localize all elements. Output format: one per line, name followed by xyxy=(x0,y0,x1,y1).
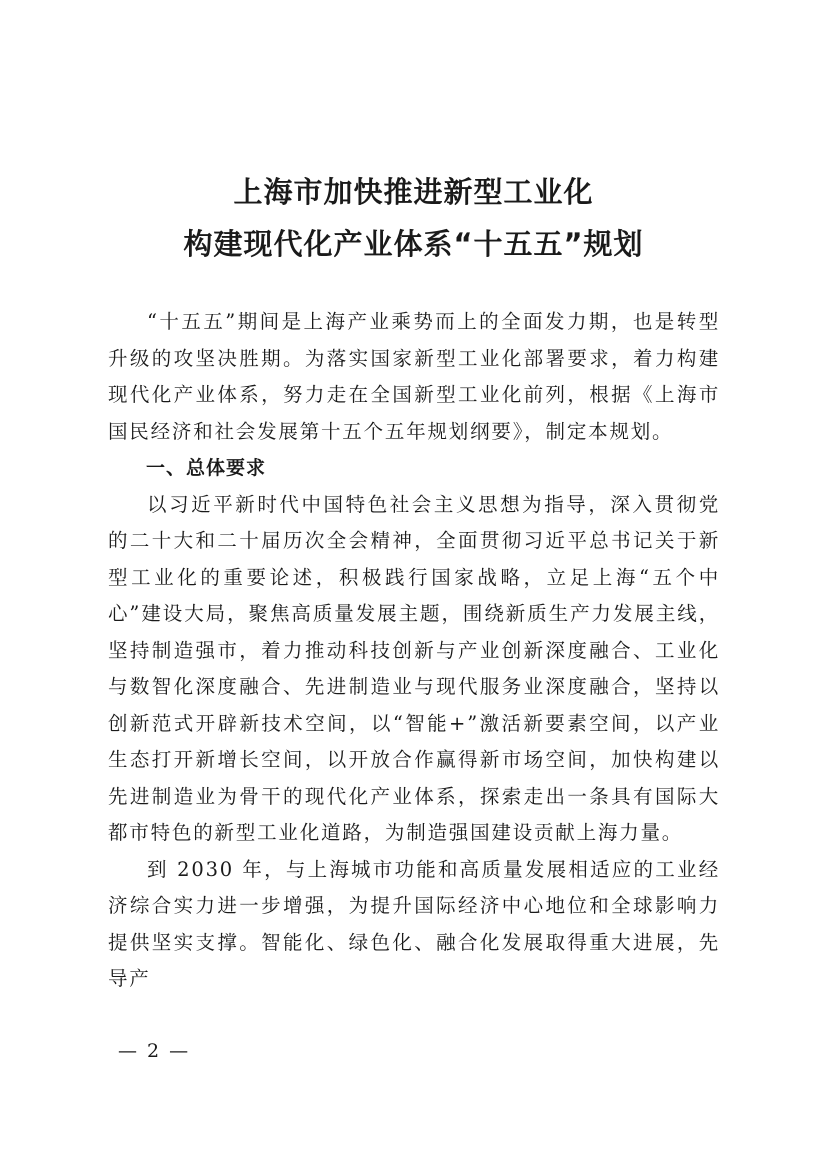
title-line-1: 上海市加快推进新型工业化 xyxy=(233,175,594,209)
document-title xyxy=(0,166,827,270)
title-line-2: 构建现代化产业体系“十五五”规划 xyxy=(183,227,644,261)
section-paragraph-2030-goals: 到 2030 年，与上海城市功能和高质量发展相适应的工业经济综合实力进一步增强，为提升国际经济中心地位和全球影响力提供坚实支撑。智能化、绿色化、融合化发展取得重大进展，先导产 xyxy=(108,857,720,990)
section-paragraph-guiding-principles: 以习近平新时代中国特色社会主义思想为指导，深入贯彻党的二十大和二十届历次全会精神，全面贯彻习近平总书记关于新型工业化的重要论述，积极践行国家战略，立足上海“五个中心”建设大局，聚焦高质量发展主题，围绕新质生产力发展主线，坚持制造强市，着力推动科技创新与产业创新深度融合、工业化与数智化深度融合、先进制造业与现代服务业深度融合，坚持以创新范式开辟新技术空间，以“智能+”激活新要素空间，以产业生态打开新增长空间，以开放合作赢得新市场空间，加快构建以先进制造业为骨干的现代化产业体系，探索走出一条具有国际大都市特色的新型工业化道路，为制造强国建设贡献上海力量。 xyxy=(108,492,720,844)
intro-paragraph: “十五五”期间是上海产业乘势而上的全面发力期，也是转型升级的攻坚决胜期。为落实国家新型工业化部署要求，着力构建现代化产业体系，努力走在全国新型工业化前列，根据《上海市国民经济和社会发展第十五个五年规划纲要》，制定本规划。 xyxy=(108,310,720,443)
document-body xyxy=(108,304,720,998)
page-number: — 2 — xyxy=(118,1040,191,1062)
section-heading-general-requirements: 一、总体要求 xyxy=(146,457,267,479)
